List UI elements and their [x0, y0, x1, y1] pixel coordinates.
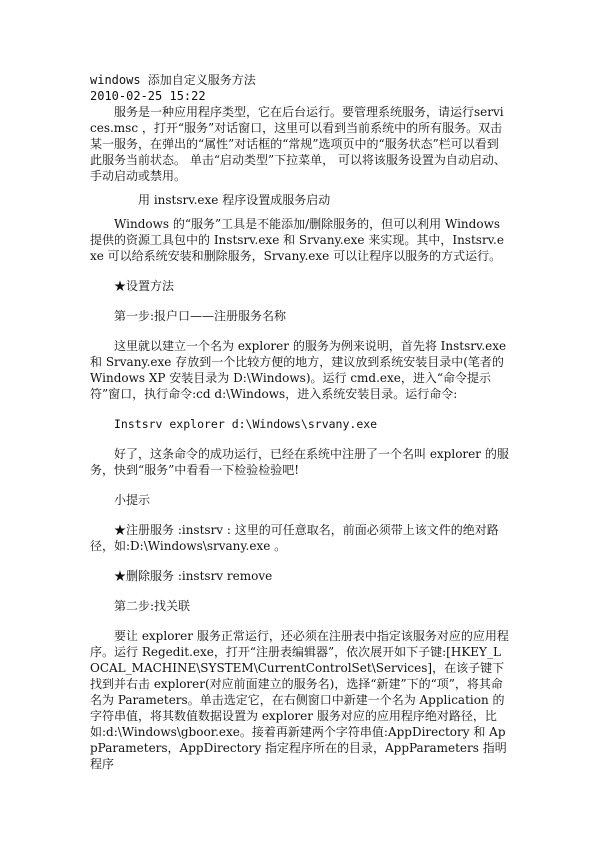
paragraph-register-service: 这里就以建立一个名为 explorer 的服务为例来说明，首先将 Instsrv.exe 和 Srvany.exe 存放到一个比较方便的地方，建议放到系统安装目录中(笔者的 Windows XP 安装目录为 D:\Windows)。运行 cmd.exe，进入“命令提示符”窗口，执行命令:cd d:\Windows，进入系统安装目录。运行命令: [90, 339, 507, 401]
paragraph-windows-services: Windows 的“服务”工具是不能添加/删除服务的，但可以利用 Windows 提供的资源工具包中的 Instsrv.exe 和 Srvany.exe 来实现。其中，Instsrv.exe 可以给系统安装和删除服务，Srvany.exe 可以让程序以服务的方式运行。 [90, 217, 504, 263]
heading-step-two: 第二步:找关联 [114, 599, 191, 613]
tip-register-service: ★注册服务 :instsrv : 这里的可任意取名，前面必须带上该文件的绝对路径，如:D:\Windows\srvany.exe 。 [90, 523, 499, 553]
doc-title: windows 添加自定义服务方法 [90, 73, 256, 87]
heading-setup-method: ★设置方法 [114, 279, 175, 293]
paragraph-success: 好了，这条命令的成功运行，已经在系统中注册了一个名叫 explorer 的服务，快到“服务”中看看一下检验检验吧! [90, 447, 509, 477]
doc-date: 2010-02-25 15:22 [90, 89, 206, 103]
command-line: Instsrv explorer d:\Windows\srvany.exe [114, 417, 378, 431]
paragraph-intro: 服务是一种应用程序类型，它在后台运行。要管理系统服务，请运行services.msc ，打开“服务”对话窗口，这里可以看到当前系统中的所有服务。双击某一服务，在弹出的“属性”对话框的“常规”选项页中的“服务状态”栏可以看到此服务当前状态。 单击“启动类型”下拉菜单， 可以将该服务设置为自动启动、手动启动或禁用。 [90, 105, 506, 183]
section-heading-instsrv: 用 instsrv.exe 程序设置成服务启动 [138, 193, 331, 207]
paragraph-registry: 要让 explorer 服务正常运行，还必须在注册表中指定该服务对应的应用程序。运行 Regedit.exe，打开“注册表编辑器”，依次展开如下子键:[HKEY_LOCAL_MACHINE\SYSTEM\CurrentControlSet\Services]，在该子键下找到并右击 explorer(对应前面建立的服务名)，选择“新建”下的“项”，将其命名为 Parameters。单击选定它，在右侧窗口中新建一个名为 Application 的字符串值，将其数值数据设置为 explorer 服务对应的应用程序绝对路径，比如:d:\Windows\gboor.exe。接着再新建两个字符串值:AppDirectory 和 AppParameters，AppDirectory 指定程序所在的目录，AppParameters 指明程序 [90, 629, 509, 771]
heading-step-one: 第一步:报户口——注册服务名称 [114, 309, 287, 323]
heading-tip: 小提示 [114, 493, 151, 507]
tip-remove-service: ★删除服务 :instsrv remove [114, 569, 273, 583]
